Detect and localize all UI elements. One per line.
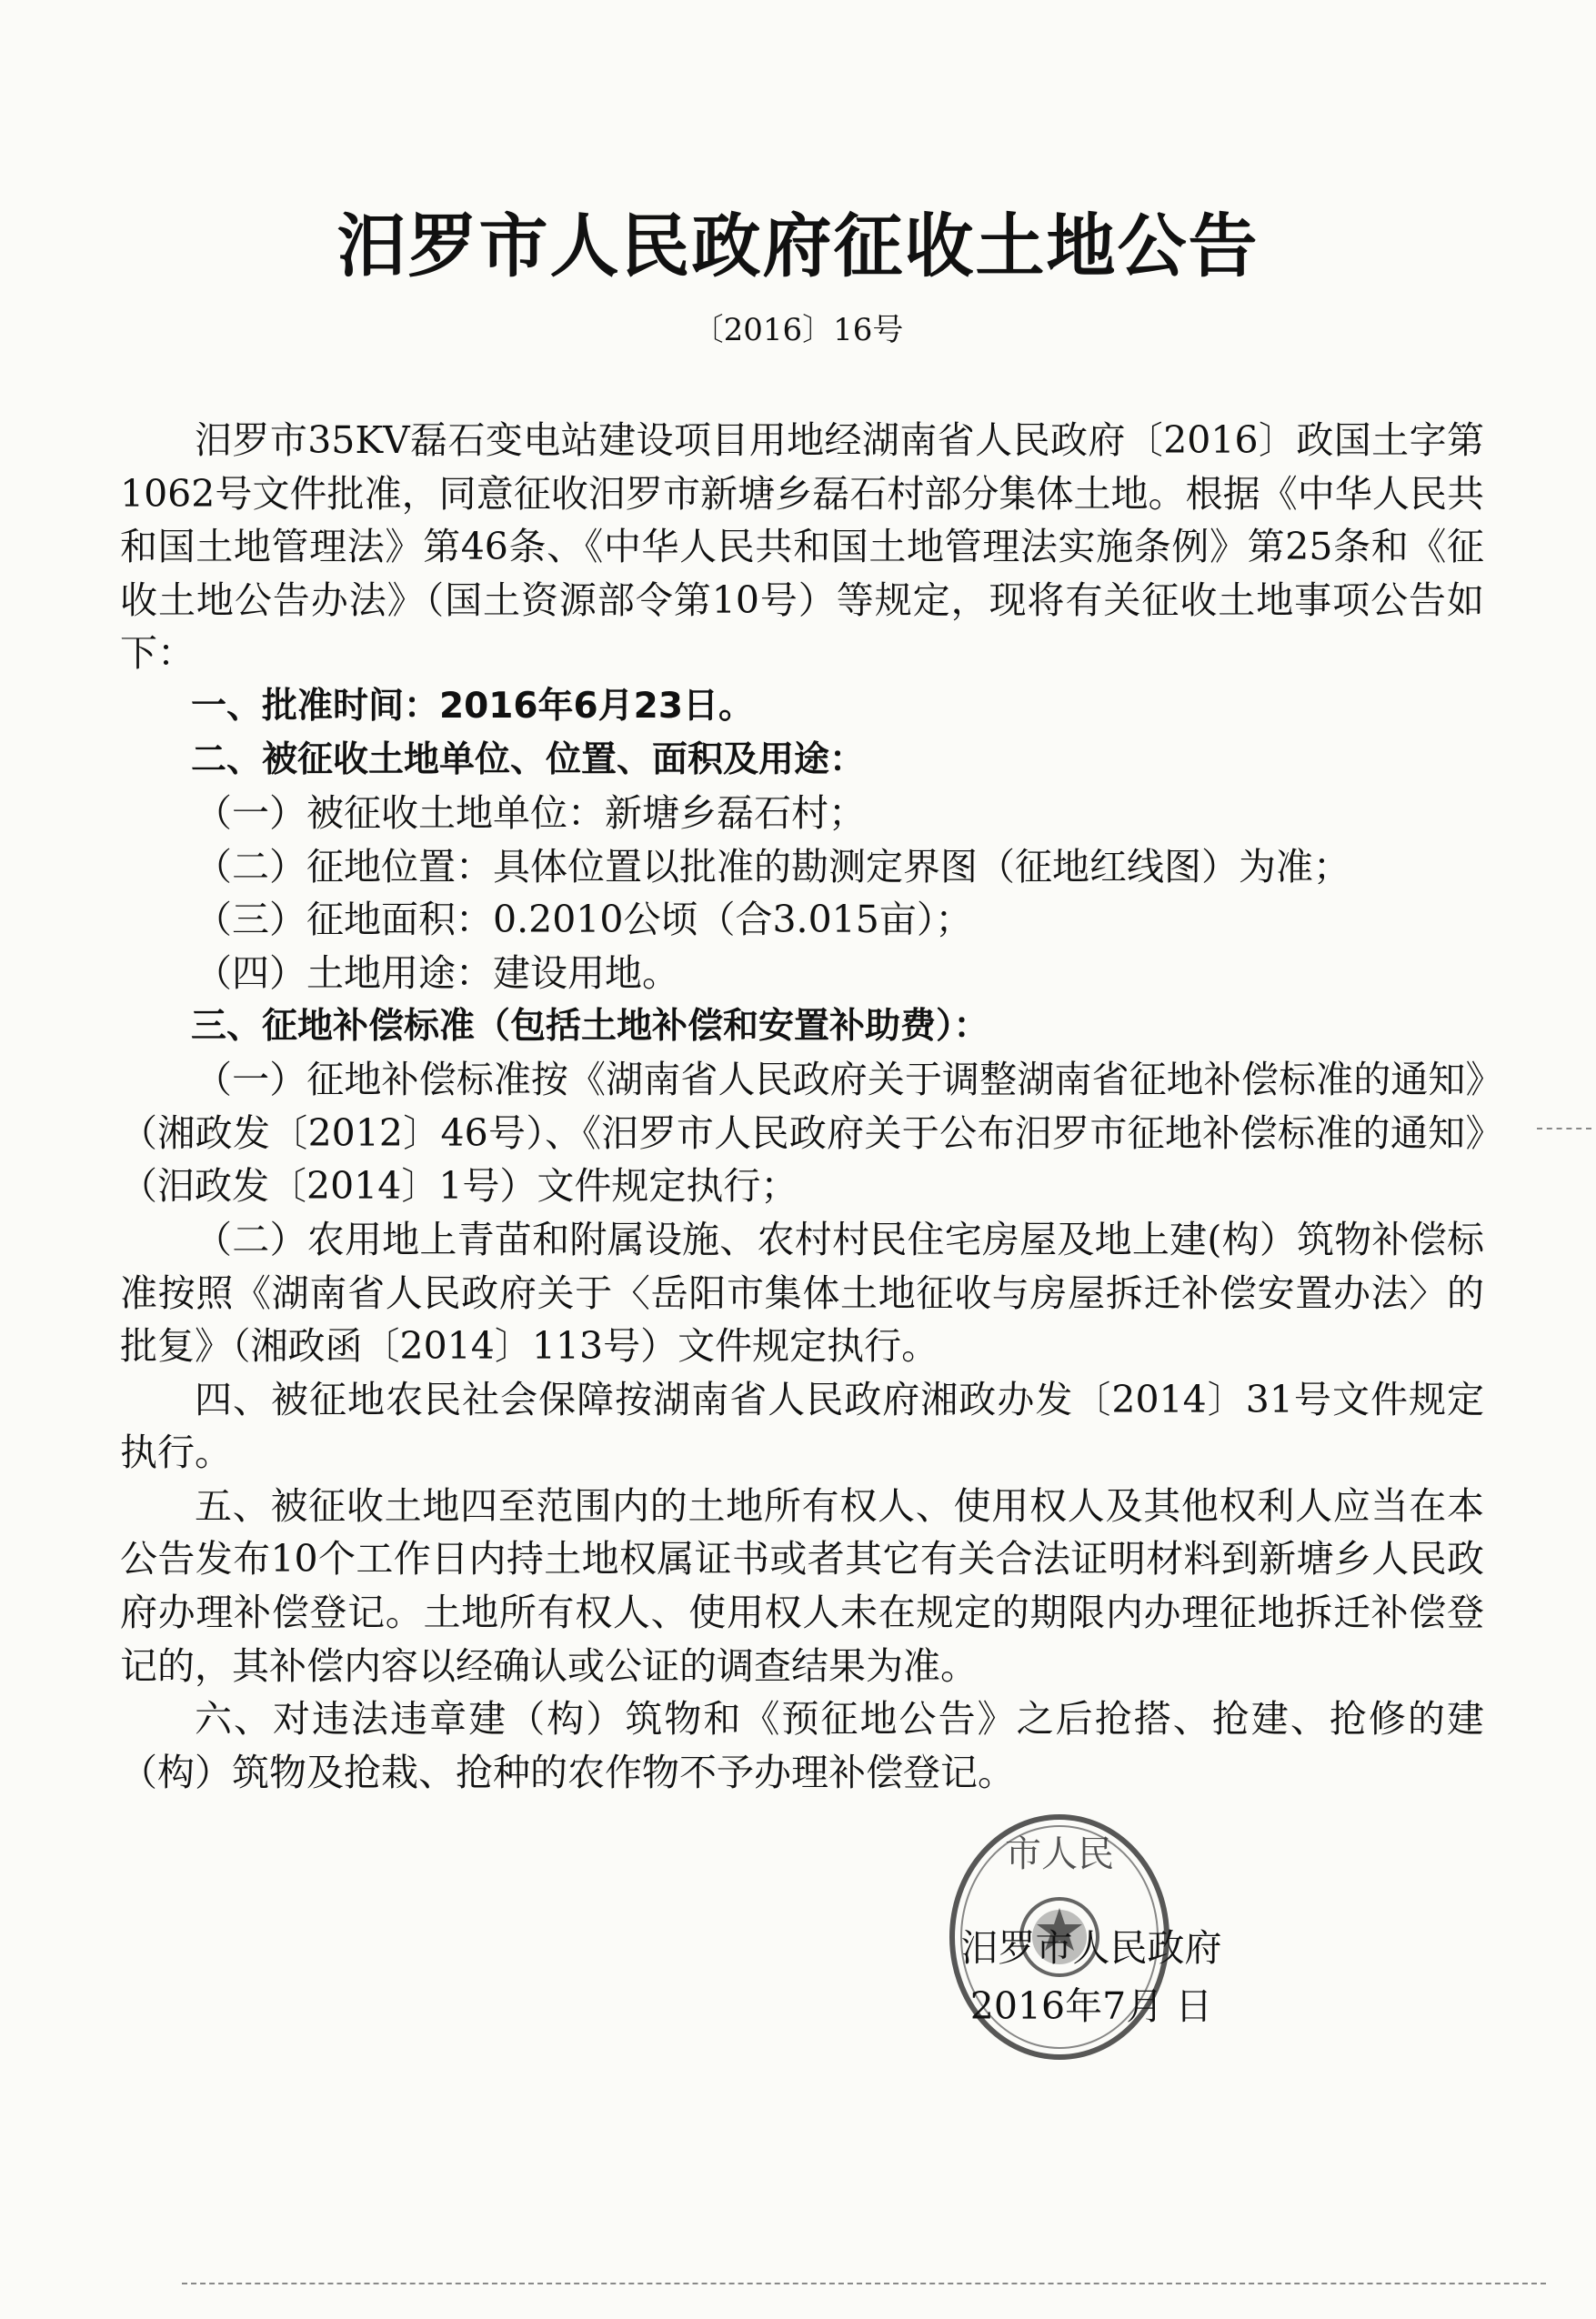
paragraph-crops-buildings: （二）农用地上青苗和附属设施、农村村民住宅房屋及地上建(构）筑物补偿标准按照《湖南省人民政府关于〈岳阳市集体土地征收与房屋拆迁补偿安置办法〉的批复》（湘政函〔2014〕113号）文件规定执行。 bbox=[120, 1217, 1484, 1369]
paragraph-land-unit: （一）被征收土地单位：新塘乡磊石村； bbox=[195, 791, 866, 836]
paragraph-illegal-buildings: 六、对违法违章建（构）筑物和《预征地公告》之后抢搭、抢建、抢修的建（构）筑物及抢栽、抢种的农作物不予办理补偿登记。 bbox=[120, 1697, 1484, 1794]
document-title: 汨罗市人民政府征收土地公告 bbox=[336, 206, 1260, 286]
scan-right-dashes bbox=[1537, 1128, 1591, 1129]
scan-bottom-dashes bbox=[182, 2283, 1546, 2284]
paragraph-land-location: （二）征地位置：具体位置以批准的勘测定界图（征地红线图）为准； bbox=[195, 844, 1350, 888]
signature-org: 汨罗市人民政府 bbox=[960, 1926, 1222, 1970]
paragraph-land-info-heading: 二、被征收土地单位、位置、面积及用途： bbox=[191, 738, 866, 780]
svg-text:市人民: 市人民 bbox=[1005, 1833, 1114, 1875]
paragraph-intro: 汨罗市35KV磊石变电站建设项目用地经湖南省人民政府〔2016〕政国土字第1062号文件批准，同意征收汨罗市新塘乡磊石村部分集体土地。根据《中华人民共和国土地管理法》第46条、《中华人民共和国土地管理法实施条例》第25条和《征收土地公告办法》（国土资源部令第10号）等规定，现将有关征收土地事项公告如下： bbox=[120, 418, 1484, 676]
paragraph-land-use: （四）土地用途：建设用地。 bbox=[195, 950, 679, 995]
signature-block bbox=[941, 1919, 1241, 2035]
document-body bbox=[120, 414, 1484, 1799]
document-number: 〔2016〕16号 bbox=[692, 312, 904, 348]
paragraph-compensation-heading: 三、征地补偿标准（包括土地补偿和安置补助费）： bbox=[191, 1005, 989, 1047]
paragraph-registration: 五、被征收土地四至范围内的土地所有权人、使用权人及其他权利人应当在本公告发布10个工作日内持土地权属证书或者其它有关合法证明材料到新塘乡人民政府办理补偿登记。土地所有权人、使用权人未在规定的期限内办理征地拆迁补偿登记的，其补偿内容以经确认或公证的调查结果为准。 bbox=[120, 1483, 1484, 1688]
paragraph-land-area: （三）征地面积：0.2010公顷（合3.015亩）； bbox=[195, 898, 973, 942]
paragraph-approval-time: 一、批准时间：2016年6月23日。 bbox=[191, 685, 754, 727]
paragraph-social-security: 四、被征地农民社会保障按湖南省人民政府湘政办发〔2014〕31号文件规定执行。 bbox=[120, 1377, 1484, 1475]
paragraph-compensation-standard: （一）征地补偿标准按《湖南省人民政府关于调整湖南省征地补偿标准的通知》（湘政发〔2012〕46号）、《汨罗市人民政府关于公布汨罗市征地补偿标准的通知》（汨政发〔2014〕1号）文件规定执行； bbox=[120, 1058, 1484, 1209]
signature-date: 2016年7月 日 bbox=[969, 1984, 1213, 2028]
